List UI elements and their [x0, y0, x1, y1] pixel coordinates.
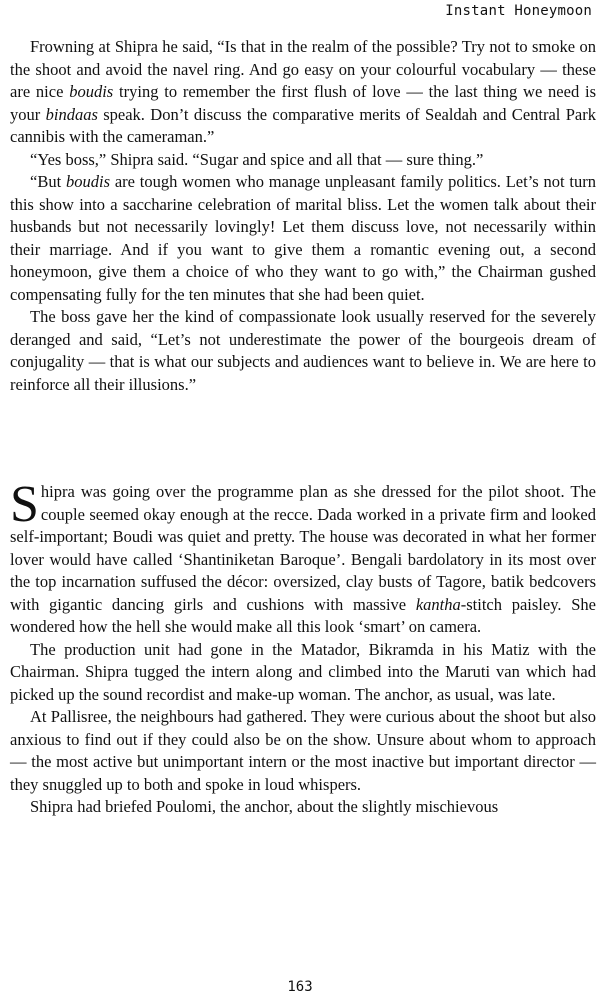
paragraph: At Pallisree, the neighbours had gathered. They were curious about the shoot but also anxious to find out if they could also be on the show. Unsure about whom to approach — the most active but unimportant intern or the most inactive but important director — they snuggled up to both and spoke in loud whispers.	[10, 707, 596, 794]
paragraph	[10, 171, 596, 306]
text-span: speak. Don’t discuss the comparative merits of Sealdah and Central Park cannibis with the cameraman.”	[10, 104, 596, 146]
italic-term: boudis	[69, 82, 114, 101]
section-1	[10, 36, 596, 396]
paragraph	[10, 36, 596, 149]
running-header: Instant Honeymoon	[445, 3, 592, 19]
paragraph: The boss gave her the kind of compassionate look usually reserved for the severely deranged and said, “Let’s not underestimate the power of the bourgeois dream of conjugality — that is what our subjects and audiences want to believe in. We are here to reinforce all their illusions.”	[10, 307, 596, 394]
paragraph: “Yes boss,” Shipra said. “Sugar and spice and all that — sure thing.”	[30, 149, 484, 169]
text-span: are tough women who manage unpleasant family politics. Let’s not turn this show into a saccharine celebration of marital bliss. Let the women talk about their husbands but not necessarily lovingly! Let them discuss love, not necessarily within their marriage. And if you want to give them a romantic evening out, a second honeymoon, give them a choice of who they want to go with,” the Chairman gushed compensating fully for the ten minutes that she had been quiet.	[10, 172, 596, 304]
paragraph	[10, 476, 596, 639]
paragraph: Shipra had briefed Poulomi, the anchor, about the slightly mischievous	[30, 797, 499, 816]
drop-cap: S	[10, 476, 39, 533]
text-span: “But	[30, 172, 66, 191]
text-span: trying to remember the first flush of love — the last thing we need is your	[10, 82, 597, 124]
italic-term: kantha	[415, 594, 461, 614]
page-number: 163	[287, 979, 313, 995]
paragraph: The production unit had gone in the Matador, Bikramda in his Matiz with the Chairman. Shipra tugged the intern along and climbed into the Maruti van which had picked up the sound recordist and make-up woman. The anchor, as usual, was late.	[10, 639, 596, 704]
text-span: hipra was going over the programme plan as she dressed for the pilot shoot. The couple seemed okay enough at the recce. Dada worked in a private firm and looked self-important; Boudi was quiet and pretty. The house was decorated in what her former lover would have called ‘Shantiniketan Baroque’. Bengali bardolatory in its most over the top incarnation suffused the décor: oversized, clay busts of Tagore, batik bedcovers with gigantic dancing girls and cushions with massive	[10, 482, 596, 614]
italic-term: boudis	[65, 172, 110, 191]
text-span: Frowning at Shipra he said, “Is that in the realm of the possible? Try not to smoke on the shoot and avoid the navel ring. And go easy on your colourful vocabulary — these are nice	[10, 37, 596, 101]
section-2	[10, 476, 596, 819]
italic-term: bindaas	[45, 104, 98, 124]
text-span: -stitch paisley. She wondered how the hell she would make all this look ‘smart’ on camera.	[10, 594, 596, 636]
